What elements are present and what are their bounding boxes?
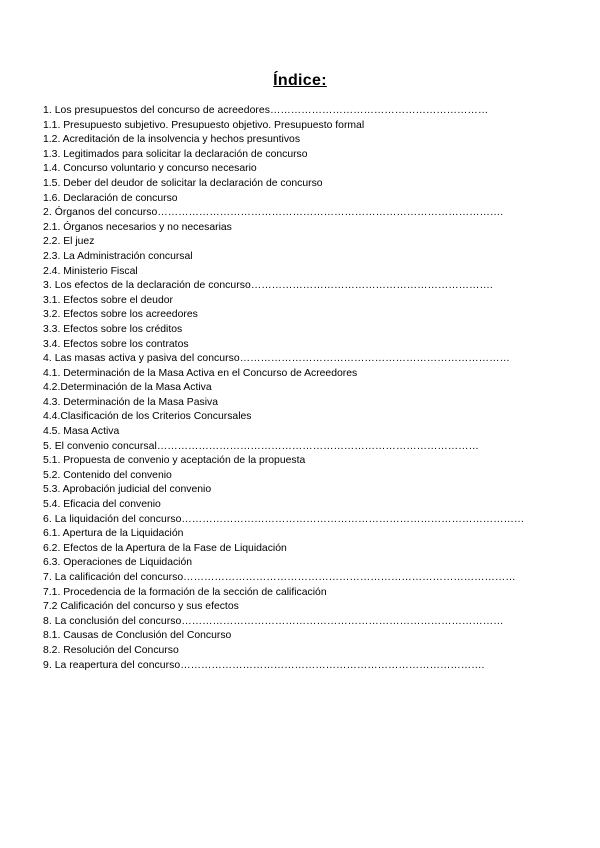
toc-entry-text: 4.3. Determinación de la Masa Pasiva	[43, 396, 218, 408]
toc-section-entry	[43, 513, 563, 528]
toc-subsection-entry	[43, 542, 563, 557]
toc-entry-text: 8.1. Causas de Conclusión del Concurso	[43, 630, 232, 642]
toc-entry-text: 4.1. Determinación de la Masa Activa en el Concurso de Acreedores	[43, 367, 358, 379]
toc-section-entry	[43, 352, 563, 367]
toc-subsection-entry	[43, 410, 563, 425]
toc-dot-leader: …………………………………………………………………………………	[181, 615, 504, 627]
toc-subsection-entry	[43, 133, 563, 148]
toc-section-entry	[43, 659, 563, 674]
toc-entry-text: 2.4. Ministerio Fiscal	[43, 265, 138, 277]
toc-subsection-entry	[43, 498, 563, 513]
page-title: Índice:	[273, 72, 327, 89]
toc-subsection-entry	[43, 308, 563, 323]
toc-section-entry	[43, 440, 563, 455]
toc-dot-leader: …………………………………………………………….	[250, 280, 493, 292]
toc-subsection-entry	[43, 644, 563, 659]
toc-section-entry	[43, 615, 563, 630]
toc-entry-text: 7.2 Calificación del concurso y sus efectos	[43, 601, 239, 613]
toc-entry-text: 5.1. Propuesta de convenio y aceptación de la propuesta	[43, 455, 306, 467]
toc-entry-text: 7.1. Procedencia de la formación de la sección de calificación	[43, 586, 327, 598]
toc-entry-text: 2. Órganos del concurso	[43, 207, 158, 219]
toc-dot-leader: ……………………………………………………………………………………	[183, 572, 516, 583]
toc-subsection-entry	[43, 119, 563, 134]
toc-subsection-entry	[43, 177, 563, 192]
toc-subsection-entry	[43, 425, 563, 440]
toc-subsection-entry	[43, 629, 563, 644]
toc-entry-text: 9. La reapertura del concurso	[43, 659, 181, 671]
toc-section-entry	[43, 571, 563, 586]
toc-entry-text: 2.1. Órganos necesarios y no necesarias	[43, 221, 232, 233]
toc-entry-text: 8.2. Resolución del Concurso	[43, 644, 179, 656]
toc-section-entry	[43, 206, 563, 221]
toc-subsection-entry	[43, 396, 563, 411]
toc-entry-text: 6.2. Efectos de la Apertura de la Fase de Liquidación	[43, 542, 287, 554]
toc-entry-text: 4.5. Masa Activa	[43, 426, 120, 438]
toc-entry-text: 3.1. Efectos sobre el deudor	[43, 294, 173, 306]
toc-dot-leader: …………………………………………………………………………………	[156, 440, 479, 452]
toc-entry-text: 7. La calificación del concurso	[43, 572, 184, 583]
toc-entry-text: 2.2. El juez	[43, 236, 95, 248]
toc-subsection-entry	[43, 148, 563, 163]
toc-entry-text: 8. La conclusión del concurso	[43, 615, 182, 627]
toc-entry-text: 3.3. Efectos sobre los créditos	[43, 323, 183, 335]
toc-subsection-entry	[43, 294, 563, 309]
toc-entry-text: 4. Las masas activa y pasiva del concurso	[43, 353, 240, 365]
table-of-contents	[43, 104, 563, 673]
toc-entry-text: 1.4. Concurso voluntario y concurso necesario	[43, 163, 257, 175]
toc-entry-text: 6.1. Apertura de la Liquidación	[43, 528, 184, 540]
toc-section-entry	[43, 104, 563, 119]
toc-subsection-entry	[43, 162, 563, 177]
toc-entry-text: 1. Los presupuestos del concurso de acreedores	[43, 105, 270, 116]
toc-subsection-entry	[43, 338, 563, 353]
toc-subsection-entry	[43, 323, 563, 338]
toc-subsection-entry	[43, 527, 563, 542]
toc-entry-text: 3.2. Efectos sobre los acreedores	[43, 309, 198, 321]
toc-dot-leader: ……………………………………………………………………………………….	[157, 207, 504, 219]
toc-subsection-entry	[43, 192, 563, 207]
toc-entry-text: 2.3. La Administración concursal	[43, 250, 193, 262]
toc-entry-text: 1.1. Presupuesto subjetivo. Presupuesto objetivo. Presupuesto formal	[43, 119, 365, 131]
toc-entry-text: 1.5. Deber del deudor de solicitar la declaración de concurso	[43, 177, 323, 189]
toc-subsection-entry	[43, 586, 563, 601]
toc-subsection-entry	[43, 221, 563, 236]
toc-subsection-entry	[43, 250, 563, 265]
toc-subsection-entry	[43, 483, 563, 498]
toc-entry-text: 5.3. Aprobación judicial del convenio	[43, 484, 212, 496]
toc-entry-text: 5.2. Contenido del convenio	[43, 469, 172, 481]
toc-entry-text: 4.4.Clasificación de los Criterios Concursales	[43, 411, 252, 423]
toc-entry-text: 6.3. Operaciones de Liquidación	[43, 557, 193, 569]
toc-subsection-entry	[43, 454, 563, 469]
toc-dot-leader: …………………………………………………………………………….	[180, 659, 485, 671]
toc-subsection-entry	[43, 381, 563, 396]
toc-entry-text: 1.2. Acreditación de la insolvencia y hechos presuntivos	[43, 134, 301, 146]
toc-dot-leader: ………………………………………………………	[270, 105, 489, 116]
toc-subsection-entry	[43, 235, 563, 250]
toc-dot-leader: ……………………………………………………………………	[239, 353, 510, 365]
toc-dot-leader: ………………………………………………………………………………………	[181, 513, 525, 525]
toc-entry-text: 1.6. Declaración de concurso	[43, 192, 178, 204]
toc-entry-text: 5. El convenio concursal	[43, 440, 157, 452]
toc-subsection-entry	[43, 265, 563, 280]
toc-subsection-entry	[43, 556, 563, 571]
toc-entry-text: 6. La liquidación del concurso	[43, 513, 182, 525]
toc-subsection-entry	[43, 367, 563, 382]
toc-entry-text: 5.4. Eficacia del convenio	[43, 499, 161, 511]
toc-entry-text: 1.3. Legitimados para solicitar la declaración de concurso	[43, 148, 308, 160]
toc-section-entry	[43, 279, 563, 294]
toc-entry-text: 4.2.Determinación de la Masa Activa	[43, 382, 212, 394]
toc-entry-text: 3. Los efectos de la declaración de concurso	[43, 280, 251, 292]
toc-entry-text: 3.4. Efectos sobre los contratos	[43, 338, 189, 350]
toc-subsection-entry	[43, 600, 563, 615]
toc-subsection-entry	[43, 469, 563, 484]
